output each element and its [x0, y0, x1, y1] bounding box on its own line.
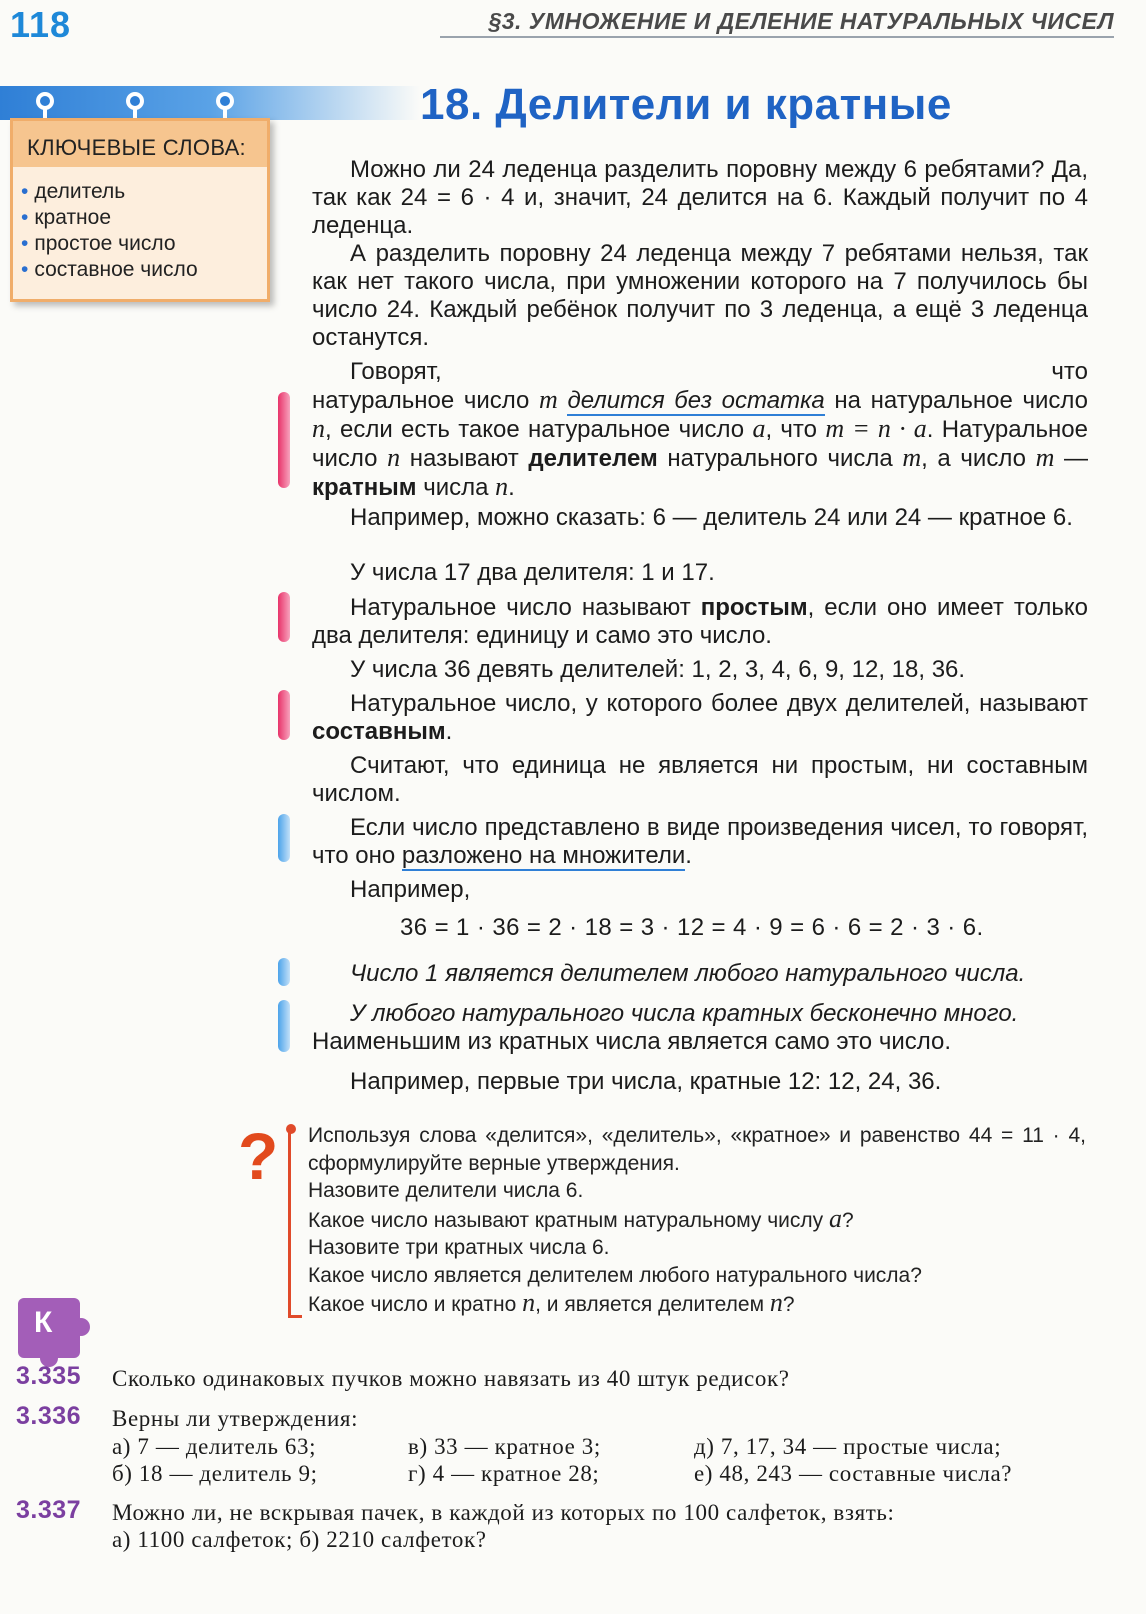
var-m: m [902, 443, 922, 472]
question-item [308, 1289, 1086, 1319]
exercise-option: г) 4 — кратное 28; [408, 1461, 600, 1486]
def-text: натурального числа [657, 445, 903, 472]
keyword-item [21, 231, 198, 257]
fact-multiples [312, 1000, 1072, 1056]
definition-factorization [312, 814, 1088, 870]
question-item: Назовите делители числа 6. [308, 1179, 584, 1202]
exercise-text: Верны ли утверждения: [112, 1406, 359, 1431]
keywords-list [21, 179, 198, 283]
def-text: . [685, 842, 692, 869]
question-item: Используя слова «делится», «делитель», «кратное» и равенство 44 = 11 · 4, сформулируйте верные утверждения. [308, 1124, 1086, 1175]
var-a: a [829, 1203, 843, 1233]
page-number: 118 [10, 4, 72, 45]
paragraph: Считают, что единица не является ни простым, ни составным числом. [312, 752, 1088, 807]
definition-marker [278, 592, 290, 642]
paragraph: Можно ли 24 леденца разделить поровну между 6 ребятами? Да, так как 24 = 6 · 4 и, значит, 24 делится на 6. Каждый получит по 4 леденца. [312, 156, 1088, 239]
question-item [308, 1205, 1086, 1235]
exercise-option: в) 33 — кратное 3; [408, 1434, 601, 1459]
def-text: Если число представлено в виде произведения чисел, то говорят, что оно [312, 814, 1088, 869]
paragraph: У числа 36 девять делителей: 1, 2, 3, 4, 6, 9, 12, 18, 36. [350, 656, 966, 683]
def-text: Натуральное число называют [350, 594, 701, 621]
underlined-term: разложено на множители [401, 842, 686, 869]
question-text: , и является делителем [535, 1293, 770, 1316]
var-m: m [1035, 443, 1055, 472]
term-prime: простым [700, 594, 808, 621]
paragraph: Например, [350, 876, 471, 903]
term-composite: составным [312, 718, 446, 745]
def-text: натуральное число [312, 387, 540, 414]
paragraph: У числа 17 два делителя: 1 и 17. [350, 559, 715, 586]
exercise-text: а) 1100 салфеток; б) 2210 салфеток? [112, 1527, 487, 1552]
def-text: , если оно имеет только два делителя: единицу и само это число. [312, 594, 1088, 649]
formula: 36 = 1 · 36 = 2 · 18 = 3 · 12 = 4 · 9 = 6 · 6 = 2 · 3 · 6. [400, 914, 984, 941]
var-n: n [387, 443, 401, 472]
var-a: a [752, 414, 766, 443]
definition-composite [312, 690, 1088, 746]
paragraph: А разделить поровну 24 леденца между 7 ребятами нельзя, так как нет такого числа, при умножении которого на 7 получилось бы число 24. Каждый ребёнок получит по 3 леденца, а ещё 3 леденца останутся. [312, 240, 1088, 351]
exercise-option: б) 18 — делитель 9; [112, 1461, 318, 1486]
question-text: Какое число называют кратным натуральному числу [308, 1208, 830, 1232]
definition-prime [312, 594, 1088, 650]
definition-marker [278, 392, 290, 488]
definition-marker [278, 814, 290, 862]
paragraph-text: Говорят, что [350, 358, 1088, 385]
var-m: m [539, 385, 558, 414]
puzzle-nub [72, 1318, 90, 1336]
bullet-icon: • [21, 206, 29, 229]
var-n: n [522, 1288, 536, 1317]
questions-list [308, 1122, 1086, 1319]
exercise-number: 3.337 [16, 1496, 82, 1524]
underlined-term: делится без остатка [567, 387, 825, 414]
bullet-icon: • [21, 180, 29, 203]
equation: m = n · a [825, 414, 927, 443]
definition-marker [278, 690, 290, 740]
exercise-text: Можно ли, не вскрывая пачек, в каждой из которых по 100 салфеток, взять: [112, 1500, 895, 1525]
paragraph: Например, первые три числа, кратные 12: 12, 24, 36. [350, 1068, 942, 1095]
question-bar-foot [288, 1315, 302, 1318]
keywords-box [10, 118, 270, 302]
def-text: — [1054, 445, 1088, 472]
keyword-label: делитель [34, 180, 126, 203]
keyword-item [21, 205, 198, 231]
keyword-label: кратное [34, 206, 112, 229]
keywords-banner [0, 86, 420, 120]
exercise-option: а) 7 — делитель 63; [112, 1434, 317, 1459]
fact-italic: У любого натурального числа кратных бесконечно много. [350, 1000, 1019, 1027]
def-text: , если есть такое натуральное число [325, 416, 753, 443]
puzzle-k-icon [18, 1298, 80, 1358]
term-multiple: кратным [312, 474, 417, 501]
fact-marker [278, 958, 290, 986]
keyword-item [21, 257, 198, 283]
definition-divisibility [312, 386, 1088, 502]
exercise-number: 3.336 [16, 1402, 82, 1430]
keyword-label: простое число [34, 232, 176, 255]
var-n: n [312, 414, 325, 443]
section-title: 18. Делители и кратные [420, 80, 952, 129]
paragraph [312, 358, 1088, 386]
exercise-text: Сколько одинаковых пучков можно навязать из 40 штук редисок? [112, 1366, 790, 1391]
term-divisor: делителем [528, 445, 658, 472]
fact-marker [278, 1000, 290, 1052]
def-text: . [508, 474, 515, 501]
question-text: ? [842, 1208, 854, 1232]
var-n: n [495, 472, 509, 501]
header-rule [440, 36, 1114, 38]
def-text: , а число [921, 445, 1036, 472]
question-bar [288, 1128, 291, 1318]
def-text: называют [400, 445, 529, 472]
def-text: . [445, 718, 453, 745]
def-text: числа [416, 474, 496, 501]
running-head: §3. УМНОЖЕНИЕ И ДЕЛЕНИЕ НАТУРАЛЬНЫХ ЧИСЕЛ [488, 8, 1114, 34]
keyword-item [21, 179, 198, 205]
def-text: Натуральное число, у которого более двух делителей, называют [350, 690, 1088, 717]
bullet-icon: • [21, 258, 29, 281]
paragraph: Например, можно сказать: 6 — делитель 24 или 24 — кратное 6. [350, 504, 1073, 531]
fact-one-divisor: Число 1 является делителем любого натурального числа. [350, 960, 1026, 987]
question-text: ? [782, 1293, 795, 1316]
badge-letter: К [34, 1306, 53, 1339]
keyword-label: составное число [34, 258, 198, 281]
question-item: Какое число является делителем любого натурального числа? [308, 1263, 922, 1287]
fact-text: Наименьшим из кратных числа является само это число. [312, 1028, 952, 1055]
question-item: Назовите три кратных числа 6. [308, 1236, 610, 1259]
keywords-title: КЛЮЧЕВЫЕ СЛОВА: [13, 121, 267, 167]
var-n: n [769, 1288, 783, 1317]
exercise-number: 3.335 [16, 1362, 82, 1390]
def-text: , что [765, 416, 826, 443]
question-text: Какое число и кратно [308, 1293, 523, 1316]
def-text: на натуральное число [824, 387, 1089, 414]
exercise-option: д) 7, 17, 34 — простые числа; [694, 1434, 1002, 1459]
question-mark-icon: ? [238, 1119, 279, 1193]
bullet-icon: • [21, 232, 29, 255]
def-text: . Натуральное число [312, 416, 1088, 472]
exercise-option: е) 48, 243 — составные числа? [694, 1461, 1013, 1486]
